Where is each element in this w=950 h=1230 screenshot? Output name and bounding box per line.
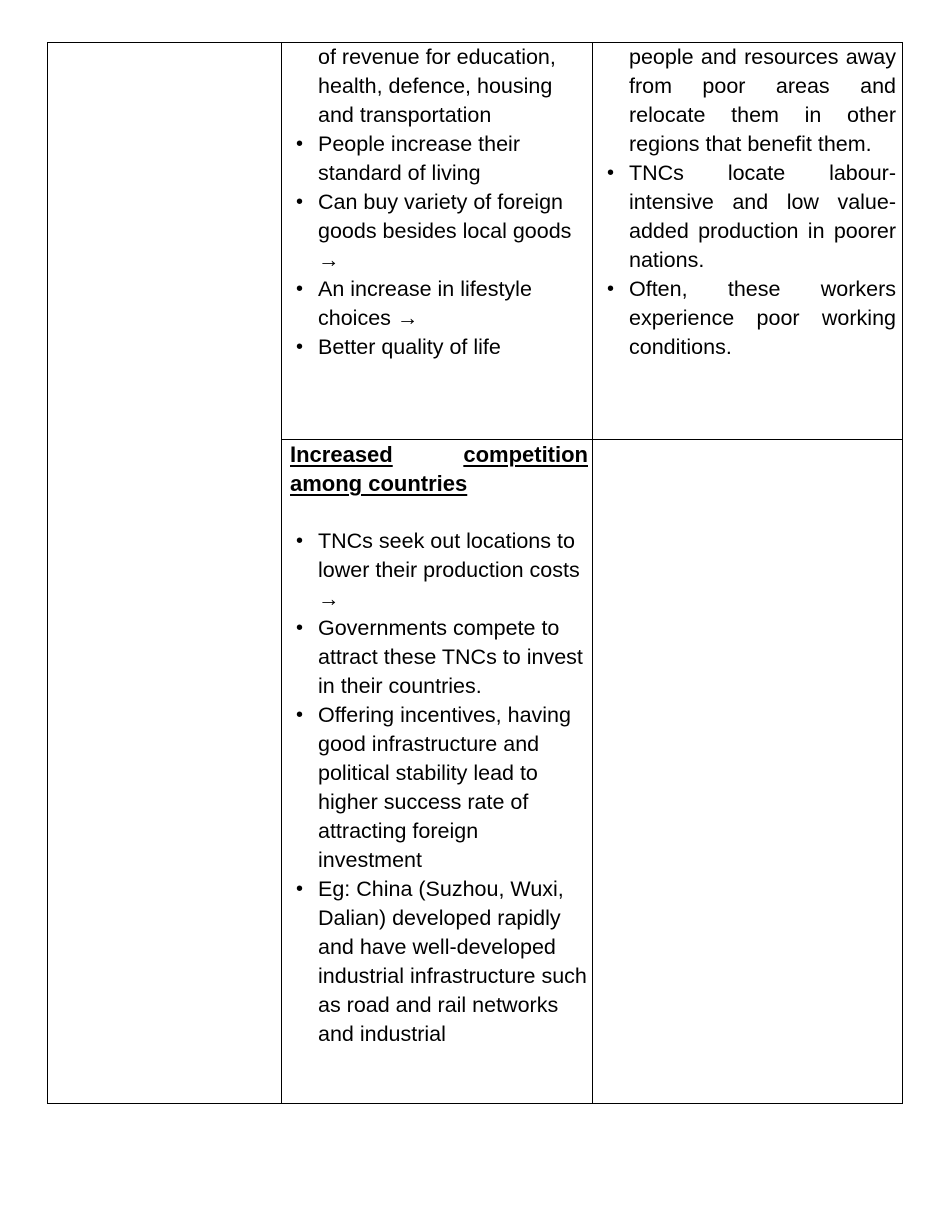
list-item: • Offering incentives, having good infrastructure and political stability lead to higher success rate of attracting foreign investment [290,701,588,875]
list-item: of revenue for education, health, defence, housing and transportation [318,45,556,127]
list-item: • Often, these workers experience poor working conditions. [601,275,896,362]
list-item: • An increase in lifestyle choices → [290,275,588,333]
list-item: • Governments compete to attract these TNCs to invest in their countries. [290,614,588,701]
table-border-bottom [47,1103,903,1104]
row1-col2-cell [290,43,588,362]
list-item: people and resources away from poor areas and relocate them in other regions that benefit them. [629,45,896,156]
row1-col3-list [601,43,896,362]
table-divider-col1 [281,42,282,1104]
table-divider-col2 [592,42,593,1104]
row2-col2-list [290,527,588,1049]
list-item: • Eg: China (Suzhou, Wuxi, Dalian) developed rapidly and have well-developed industrial infrastructure such as road and rail networks and industrial [290,875,588,1049]
list-item: • TNCs seek out locations to lower their production costs → [290,527,588,614]
list-item: • TNCs locate labour-intensive and low value-added production in poorer nations. [601,159,896,275]
table-border-right [902,42,903,1104]
row2-col2-cell [290,440,588,1049]
row1-col3-cell [601,43,896,362]
heading-word: Increased [290,442,393,467]
list-item: • People increase their standard of living [290,130,588,188]
heading-word: competition [463,442,588,467]
heading-line: among countries [290,471,468,496]
section-heading [290,440,588,498]
list-item: • Better quality of life [290,333,588,362]
list-item: • Can buy variety of foreign goods besides local goods → [290,188,588,275]
row1-col2-list [290,43,588,362]
table-border-left [47,42,48,1104]
